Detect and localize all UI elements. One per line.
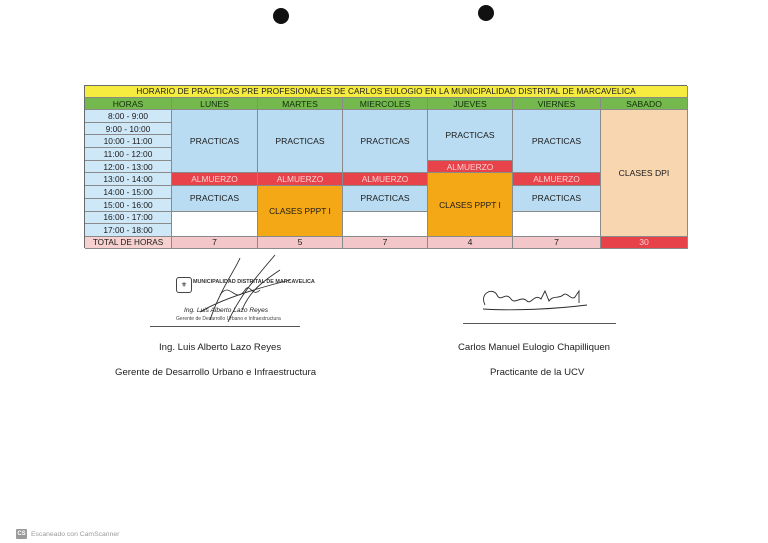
signature-line-right xyxy=(463,323,616,324)
total-viernes: 7 xyxy=(513,237,601,249)
header-horas: HORAS xyxy=(85,98,172,110)
miercoles-practicas-morning: PRACTICAS xyxy=(343,110,428,173)
punch-hole xyxy=(273,8,289,24)
header-sabado: SABADO xyxy=(601,98,688,110)
left-signatory-name: Ing. Luis Alberto Lazo Reyes xyxy=(159,342,282,353)
jueves-almuerzo: ALMUERZO xyxy=(428,161,513,174)
total-lunes: 7 xyxy=(172,237,258,249)
left-signature xyxy=(180,250,300,330)
jueves-practicas: PRACTICAS xyxy=(428,110,513,161)
viernes-practicas-afternoon: PRACTICAS xyxy=(513,186,601,211)
martes-practicas: PRACTICAS xyxy=(258,110,343,173)
viernes-almuerzo: ALMUERZO xyxy=(513,173,601,186)
miercoles-practicas-afternoon: PRACTICAS xyxy=(343,186,428,211)
total-miercoles: 7 xyxy=(343,237,428,249)
right-signature xyxy=(475,283,595,319)
scanner-text: Escaneado con CamScanner xyxy=(31,530,120,538)
hour-cell: 8:00 - 9:00 xyxy=(85,110,172,123)
hour-cell: 14:00 - 15:00 xyxy=(85,186,172,199)
martes-clases-ppt: CLASES PPPT I xyxy=(258,186,343,237)
right-signatory-role: Practicante de la UCV xyxy=(490,367,585,378)
header-viernes: VIERNES xyxy=(513,98,601,110)
hour-cell: 10:00 - 11:00 xyxy=(85,135,172,148)
miercoles-empty xyxy=(343,212,428,237)
municipality-seal-icon: ⚜ xyxy=(176,277,192,293)
header-miercoles: MIERCOLES xyxy=(343,98,428,110)
total-jueves: 4 xyxy=(428,237,513,249)
camscanner-logo-icon: CS xyxy=(17,531,26,537)
lunes-practicas-morning: PRACTICAS xyxy=(172,110,258,173)
schedule-table xyxy=(84,85,687,248)
total-martes: 5 xyxy=(258,237,343,249)
header-jueves: JUEVES xyxy=(428,98,513,110)
hour-cell: 15:00 - 16:00 xyxy=(85,199,172,212)
total-label: TOTAL DE HORAS xyxy=(85,237,172,249)
miercoles-almuerzo: ALMUERZO xyxy=(343,173,428,186)
hour-cell: 13:00 - 14:00 xyxy=(85,173,172,186)
viernes-empty xyxy=(513,212,601,237)
martes-almuerzo: ALMUERZO xyxy=(258,173,343,186)
header-martes: MARTES xyxy=(258,98,343,110)
total-sabado: 30 xyxy=(601,237,688,249)
signature-line-left xyxy=(150,326,300,327)
stamp-role: Gerente de Desarrollo Urbano e Infraestructura xyxy=(176,316,281,322)
scanner-watermark xyxy=(16,529,119,539)
hour-cell: 17:00 - 18:00 xyxy=(85,224,172,237)
header-lunes: LUNES xyxy=(172,98,258,110)
schedule-title: HORARIO DE PRACTICAS PRE PROFESIONALES DE CARLOS EULOGIO EN LA MUNICIPALIDAD DISTRITAL DE MARCAVELICA xyxy=(85,86,688,98)
right-signatory-name: Carlos Manuel Eulogio Chapilliquen xyxy=(458,342,610,353)
lunes-practicas-afternoon: PRACTICAS xyxy=(172,186,258,211)
hour-cell: 12:00 - 13:00 xyxy=(85,161,172,174)
lunes-almuerzo: ALMUERZO xyxy=(172,173,258,186)
lunes-empty xyxy=(172,212,258,237)
jueves-clases-ppt: CLASES PPPT I xyxy=(428,173,513,236)
left-signatory-role: Gerente de Desarrollo Urbano e Infraestructura xyxy=(115,367,317,378)
hour-cell: 9:00 - 10:00 xyxy=(85,123,172,136)
stamp-org: MUNICIPALIDAD DISTRITAL DE MARCAVELICA xyxy=(193,279,315,285)
stamp-name: Ing. Luis Alberto Lazo Reyes xyxy=(184,307,269,314)
punch-hole xyxy=(478,5,494,21)
sabado-clases-dpi: CLASES DPI xyxy=(601,110,688,237)
hour-cell: 16:00 - 17:00 xyxy=(85,212,172,225)
viernes-practicas-morning: PRACTICAS xyxy=(513,110,601,173)
hour-cell: 11:00 - 12:00 xyxy=(85,148,172,161)
